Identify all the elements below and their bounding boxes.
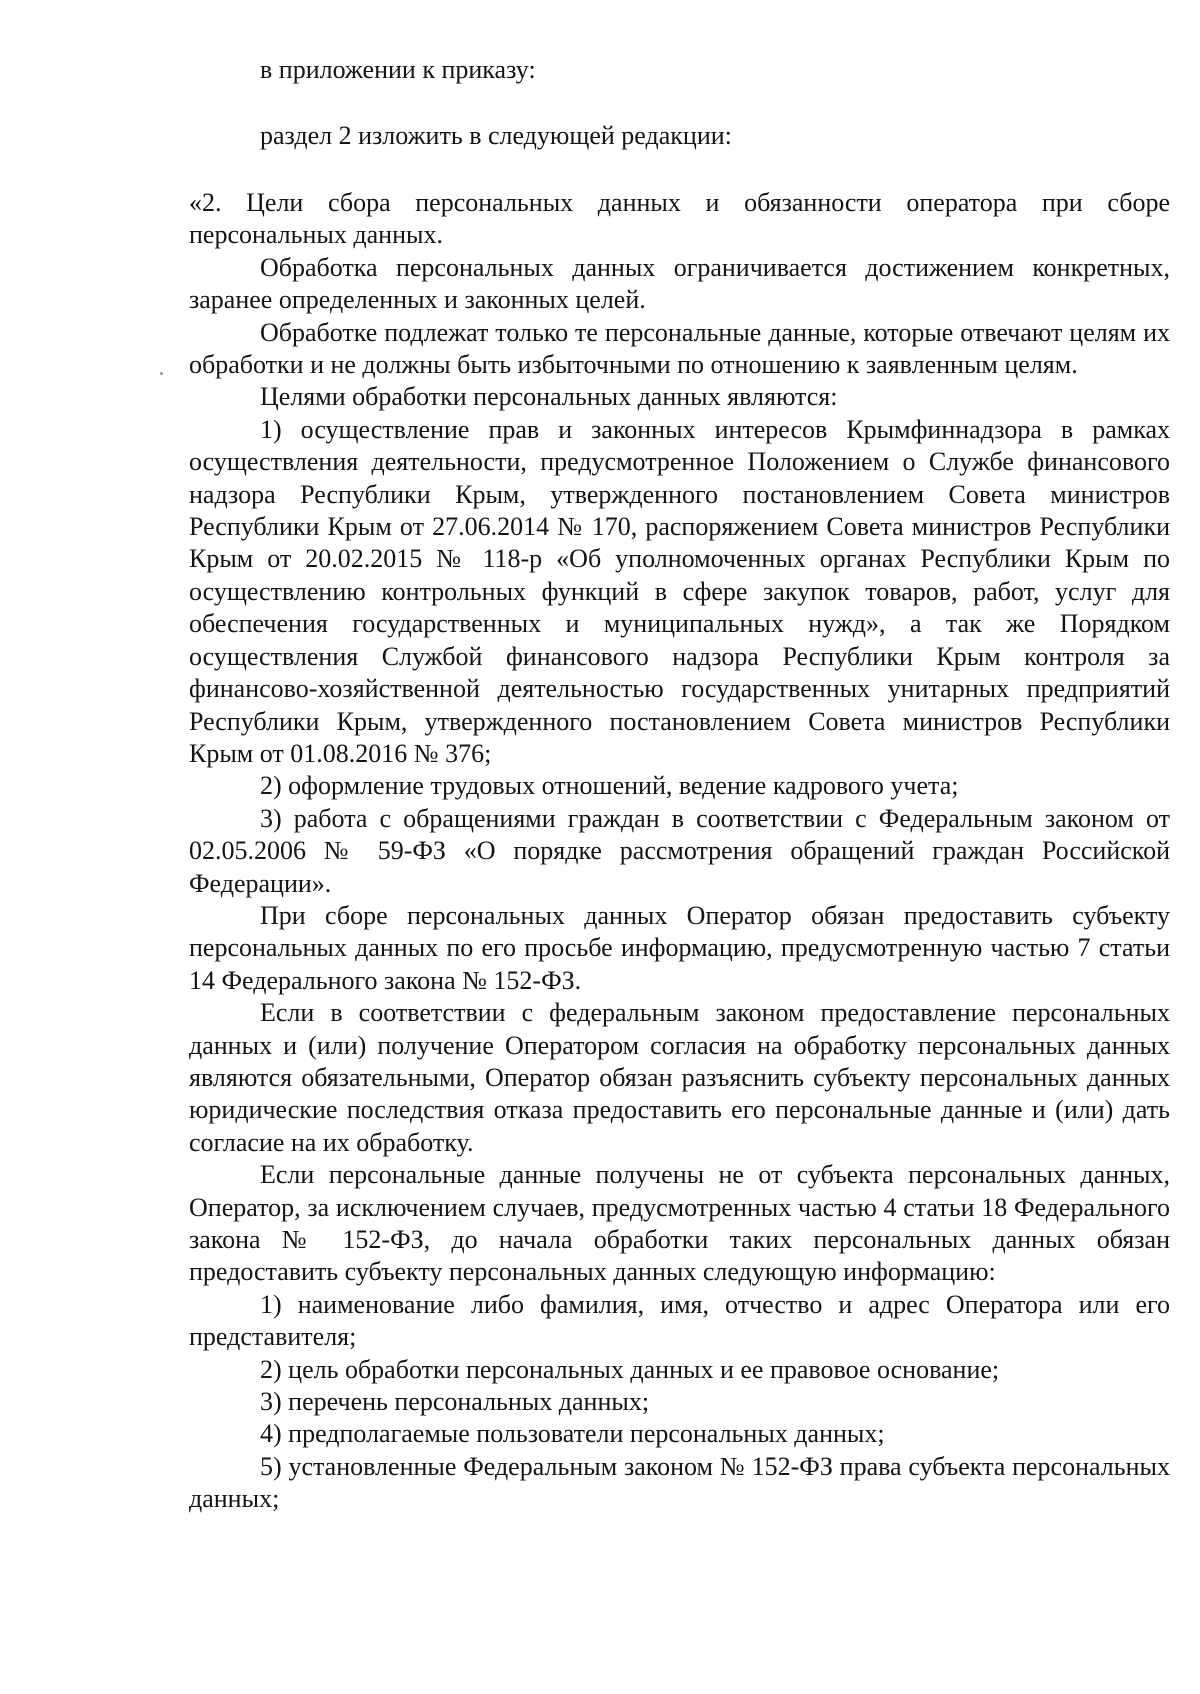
section-heading: «2. Цели сбора персональных данных и обязанности оператора при сборе персональных данных. — [189, 188, 1170, 250]
paragraph-operator-duty-info: При сборе персональных данных Оператор обязан предоставить субъекту персональных данных по его просьбе информацию, предусмотренную частью 7 статьи 14 Федерального закона № 152-ФЗ. — [189, 900, 1170, 995]
scan-speck-mark — [160, 372, 163, 375]
amendment-intro-line: в приложении к приказу: — [260, 55, 536, 84]
purpose-item-2: 2) оформление трудовых отношений, ведение кадрового учета; — [260, 771, 959, 801]
paragraph-operator-duty-explain: Если в соответствии с федеральным законом предоставление персональных данных и (или) получение Оператором согласия на обработку персональных данных являются обязательными, Оператор обязан разъяснить субъекту персональных данных юридические последствия отказа предоставить его персональные данные и (или) дать согласие на их обработку. — [189, 998, 1170, 1157]
paragraph-data-minimization: Обработке подлежат только те персональные данные, которые отвечают целям их обработки и не должны быть избыточными по отношению к заявленным целям. — [189, 317, 1170, 380]
paragraph-purpose-limitation: Обработка персональных данных ограничивается достижением конкретных, заранее определенных и законных целей. — [189, 252, 1170, 315]
paragraph-purposes-intro: Целями обработки персональных данных являются: — [260, 382, 838, 412]
info-item-5: 5) установленные Федеральным законом № 152-ФЗ права субъекта персональных данных; — [189, 1451, 1170, 1514]
info-item-1: 1) наименование либо фамилия, имя, отчество и адрес Оператора или его представителя; — [189, 1289, 1170, 1352]
info-item-3: 3) перечень персональных данных; — [260, 1387, 650, 1417]
paragraph-third-party-data: Если персональные данные получены не от субъекта персональных данных, Оператор, за исключением случаев, предусмотренных частью 4 статьи 18 Федерального закона № 152-ФЗ, до начала обработки таких персональных данных обязан предоставить субъекту персональных данных следующую информацию: — [189, 1160, 1170, 1287]
purpose-item-3: 3) работа с обращениями граждан в соответствии с Федеральным законом от 02.05.2006 № 59-ФЗ «О порядке рассмотрения обращений граждан Российской Федерации». — [189, 803, 1170, 898]
section-2-body — [189, 187, 1170, 1516]
info-item-4: 4) предполагаемые пользователи персональных данных; — [260, 1419, 885, 1449]
amendment-instruction-line: раздел 2 изложить в следующей редакции: — [260, 121, 732, 150]
info-item-2: 2) цель обработки персональных данных и ее правовое основание; — [260, 1354, 1000, 1384]
purpose-item-1: 1) осуществление прав и законных интересов Крымфиннадзора в рамках осуществления деятельности, предусмотренное Положением о Службе финансового надзора Республики Крым, утвержденного постановлением Совета министров Республики Крым от 27.06.2014 № 170, распоряжением Совета министров Республики Крым от 20.02.2015 № 118-р «Об уполномоченных органах Республики Крым по осуществлению контрольных функций в сфере закупок товаров, работ, услуг для обеспечения государственных и муниципальных нужд», а так же Порядком осуществления Службой финансового надзора Республики Крым контроля за финансово-хозяйственной деятельностью государственных унитарных предприятий Республики Крым, утвержденного постановлением Совета министров Республики Крым от 01.08.2016 № 376; — [189, 414, 1170, 768]
